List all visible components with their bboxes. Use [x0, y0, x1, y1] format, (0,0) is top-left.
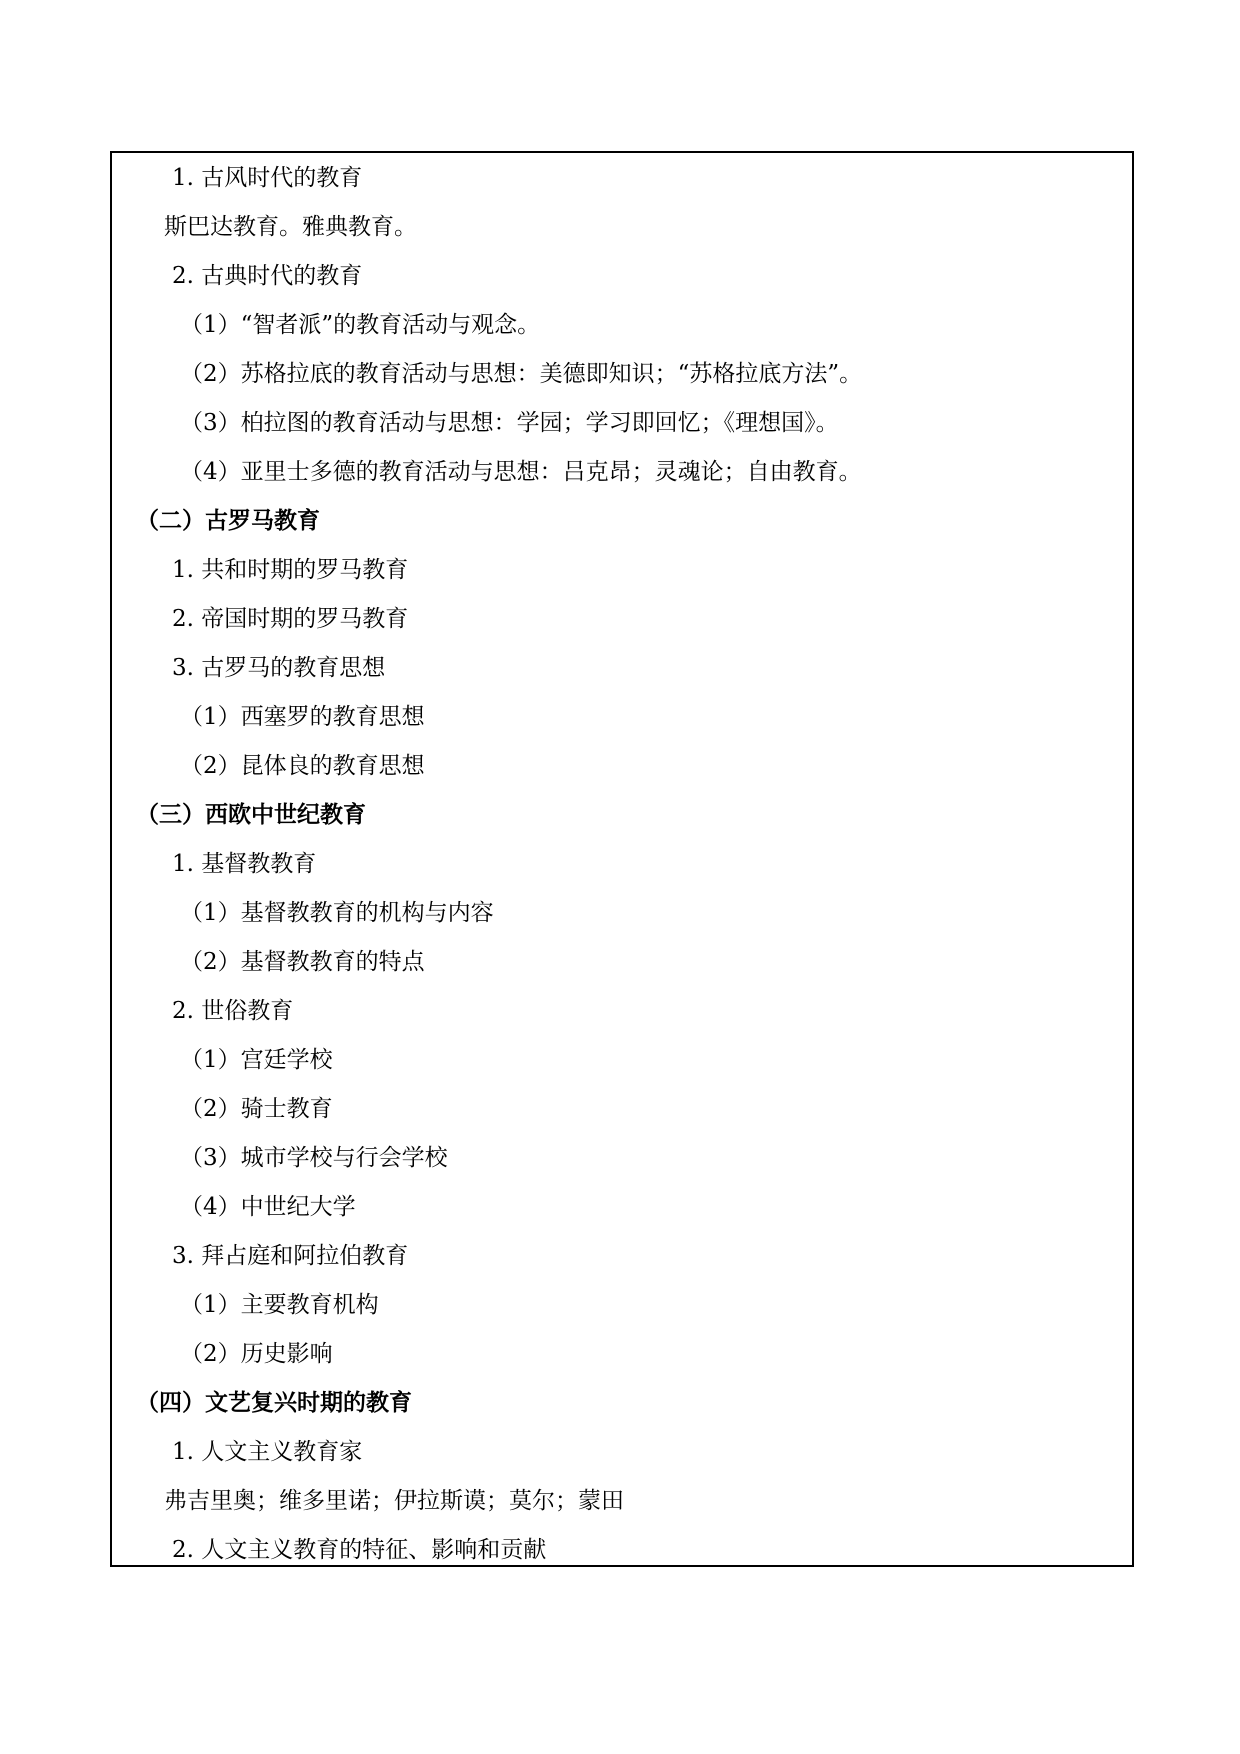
section-heading: （三）西欧中世纪教育 — [136, 801, 366, 828]
sub-item: （2）昆体良的教育思想 — [180, 753, 425, 779]
sub-item: （2）苏格拉底的教育活动与思想：美德即知识；“苏格拉底方法”。 — [180, 361, 863, 387]
sub-item: （3）城市学校与行会学校 — [180, 1145, 448, 1171]
item-heading: 3. 古罗马的教育思想 — [172, 655, 386, 681]
item-heading: 1. 人文主义教育家 — [172, 1439, 363, 1465]
sub-item: （3）柏拉图的教育活动与思想：学园；学习即回忆；《理想国》。 — [180, 410, 839, 436]
section-heading: （二）古罗马教育 — [136, 507, 320, 534]
item-heading: 1. 基督教教育 — [172, 851, 317, 877]
item-heading: 2. 世俗教育 — [172, 998, 294, 1024]
item-heading: 2. 古典时代的教育 — [172, 263, 363, 289]
item-heading: 1. 古风时代的教育 — [172, 165, 363, 191]
sub-item: （1）主要教育机构 — [180, 1292, 379, 1318]
sub-item: （2）骑士教育 — [180, 1096, 333, 1122]
sub-item: （4）亚里士多德的教育活动与思想：吕克昂；灵魂论；自由教育。 — [180, 459, 862, 485]
sub-item: （1）西塞罗的教育思想 — [180, 704, 425, 730]
item-text: 斯巴达教育。雅典教育。 — [164, 214, 417, 240]
content-box — [110, 151, 1134, 1567]
item-heading: 1. 共和时期的罗马教育 — [172, 557, 409, 583]
sub-item: （1）“智者派”的教育活动与观念。 — [180, 312, 541, 338]
sub-item: （1）宫廷学校 — [180, 1047, 333, 1073]
section-heading: （四）文艺复兴时期的教育 — [136, 1389, 412, 1416]
item-heading: 2. 人文主义教育的特征、影响和贡献 — [172, 1537, 547, 1563]
sub-item: （2）基督教教育的特点 — [180, 949, 425, 975]
sub-item: （4）中世纪大学 — [180, 1194, 356, 1220]
item-text: 弗吉里奥；维多里诺；伊拉斯谟；莫尔；蒙田 — [164, 1488, 624, 1514]
item-heading: 2. 帝国时期的罗马教育 — [172, 606, 409, 632]
sub-item: （1）基督教教育的机构与内容 — [180, 900, 494, 926]
sub-item: （2）历史影响 — [180, 1341, 333, 1367]
item-heading: 3. 拜占庭和阿拉伯教育 — [172, 1243, 409, 1269]
